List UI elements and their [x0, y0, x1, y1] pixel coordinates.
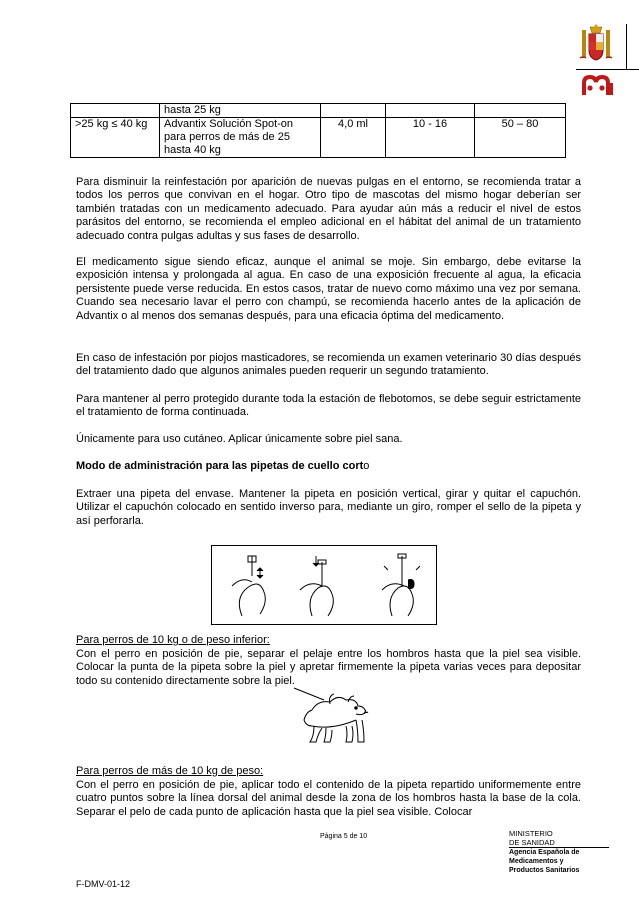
table-cell: Advantix Solución Spot-on para perros de más de 25 hasta 40 kg	[160, 118, 321, 158]
subheading-large-dogs-text: Para perros de más de 10 kg de peso:	[76, 765, 264, 777]
subheading-small-dogs	[76, 634, 581, 647]
paragraph-pipette-opening: Extraer una pipeta del envase. Mantener la pipeta en posición vertical, girar y quitar el capuchón. Utilizar el capuchón colocado en sentido inverso para, mediante un giro, romper el sello de la pipeta y así perforarla.	[76, 488, 581, 527]
table-row	[71, 104, 566, 118]
section-heading	[76, 460, 581, 473]
ministry-line-1: MINISTERIO	[509, 829, 553, 838]
paragraph-small-dogs: Con el perro en posición de pie, separar el pelaje entre los hombros hasta que la piel sea visible. Colocar la punta de la pipeta sobre la piel y apretar firmemente la pipeta varias veces para depositar todo su contenido directamente sobre la piel.	[76, 648, 581, 687]
document-code: F-DMV-01-12	[76, 879, 131, 889]
table-cell	[321, 104, 386, 118]
ministry-label	[509, 829, 555, 847]
header-rule	[576, 69, 639, 70]
ministry-line-2: DE SANIDAD	[509, 838, 555, 847]
table-cell	[386, 104, 475, 118]
agency-line-1: Agencia Española de	[509, 849, 580, 856]
paragraph-cutaneous-use: Únicamente para uso cutáneo. Aplicar únicamente sobre piel sana.	[76, 433, 403, 445]
subheading-large-dogs	[76, 765, 581, 778]
aemps-brand-icon	[582, 74, 616, 96]
coat-of-arms-logo	[578, 24, 614, 66]
agency-line-2: Medicamentos y	[509, 858, 564, 865]
paragraph-reinfestation: Para disminuir la reinfestación por aparición de nuevas pulgas en el entorno, se recomienda tratar a todos los perros que convivan en el hogar. Otro tipo de mascotas del mismo hogar deberían ser también tratadas con un medicamento adecuado. Para ayudar aún más a reducir el nivel de estos parásitos del entorno, se recomienda el empleo adicional en el hábitat del animal de un tratamiento adecuado contra pulgas adultas y sus fases de desarrollo.	[76, 176, 581, 242]
subheading-small-dogs-text: Para perros de 10 kg o de peso inferior:	[76, 634, 270, 646]
table-cell: 4,0 ml	[321, 118, 386, 158]
table-cell: 50 – 80	[475, 118, 566, 158]
header-separator	[626, 24, 627, 70]
paragraph-water-exposure: El medicamento sigue siendo eficaz, aunque el animal se moje. Sin embargo, debe evitarse la exposición intensa y prolongada al agua. En caso de una exposición frecuente al agua, la eficacia persistente puede verse reducida. En estos casos, tratar de nuevo como máximo una vez por semana. Cuando sea necesario lavar el perro con champú, se recomienda hacerlo antes de la aplicación de Advantix o al menos dos semanas después, para una eficacia óptima del medicamento.	[76, 256, 581, 322]
agency-line-3: Productos Sanitarios	[509, 867, 580, 874]
paragraph-lice: En caso de infestación por piojos masticadores, se recomienda un examen veterinario 30 días después del tratamiento dado que algunos animales pueden requerir un segundo tratamiento.	[76, 352, 581, 378]
table-cell	[475, 104, 566, 118]
table-cell: >25 kg ≤ 40 kg	[71, 118, 160, 158]
table-cell	[71, 104, 160, 118]
paragraph-large-dogs: Con el perro en posición de pie, aplicar todo el contenido de la pipeta repartido uniformemente entre cuatro puntos sobre la línea dorsal del animal desde la zona de los hombros hasta la base de la cola. Separar el pelo de cada punto de aplicación hasta que la piel sea visible. Colocar	[76, 779, 581, 818]
table-row	[71, 118, 566, 158]
dog-application-illustration	[290, 686, 380, 748]
table-cell: hasta 25 kg	[160, 104, 321, 118]
page-number: Página 5 de 10	[320, 833, 368, 840]
heading-bold-text: Modo de administración para las pipetas de cuello cort	[76, 460, 364, 472]
pipette-opening-illustration	[211, 545, 437, 625]
paragraph-sandfly: Para mantener al perro protegido durante toda la estación de flebotomos, se debe seguir estrictamente el tratamiento de forma continuada.	[76, 393, 581, 419]
agency-label	[509, 848, 579, 875]
dosage-table	[70, 103, 566, 158]
table-cell: 10 - 16	[386, 118, 475, 158]
heading-tail-text: o	[363, 460, 370, 472]
